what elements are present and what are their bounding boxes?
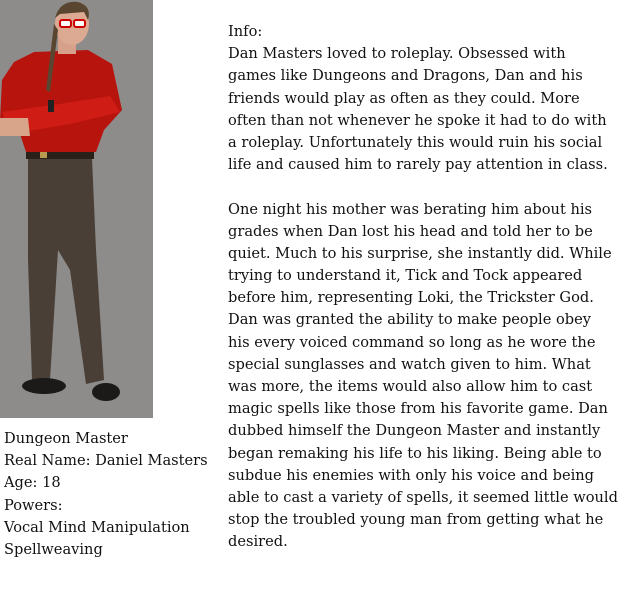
- bio-line: was more, the items would also allow him to cast: [228, 378, 593, 395]
- bio-paragraph-2: [228, 199, 618, 554]
- bio-line: desired.: [228, 533, 288, 551]
- bio-line: able to cast a variety of spells, it seemed little would: [228, 488, 618, 506]
- bio-heading: Info:: [228, 23, 263, 40]
- power-item: Vocal Mind Manipulation: [4, 518, 190, 536]
- bio-text: [228, 21, 618, 554]
- bio-line: quiet. Much to his surprise, she instantly did. While: [228, 244, 612, 262]
- character-alias: Dungeon Master: [4, 430, 128, 447]
- bio-line: subdue his enemies with only his voice and being: [228, 466, 594, 484]
- powers-label: Powers:: [4, 496, 63, 514]
- character-age: Age: 18: [4, 474, 61, 492]
- bio-line: friends would play as often as they could. More: [228, 89, 580, 107]
- bio-line: Dan Masters loved to roleplay. Obsessed with: [228, 45, 566, 63]
- bio-line: a roleplay. Unfortunately this would ruin his social: [228, 133, 603, 151]
- bio-line: life and caused him to rarely pay attention in class.: [228, 156, 608, 174]
- character-portrait: [0, 0, 153, 418]
- bio-line: before him, representing Loki, the Trickster God.: [228, 289, 594, 307]
- bio-line: One night his mother was berating him about his: [228, 200, 593, 218]
- bio-line: Dan was granted the ability to make people obey: [228, 311, 591, 329]
- character-real-name: Real Name: Daniel Masters: [4, 452, 208, 470]
- bio-line: began remaking his life to his liking. Being able to: [228, 444, 602, 462]
- bio-line: dubbed himself the Dungeon Master and instantly: [228, 422, 601, 440]
- character-stats: [4, 428, 208, 561]
- bio-paragraph-1: [228, 43, 618, 176]
- bio-line: often than not whenever he spoke it had to do with: [228, 111, 607, 129]
- character-figure-illustration: [0, 0, 153, 418]
- bio-line: trying to understand it, Tick and Tock appeared: [228, 267, 583, 285]
- bio-line: special sunglasses and watch given to him. What: [228, 355, 591, 373]
- bio-line: his every voiced command so long as he wore the: [228, 333, 596, 351]
- bio-line: grades when Dan lost his head and told her to be: [228, 222, 593, 240]
- power-item: Spellweaving: [4, 540, 103, 558]
- bio-line: magic spells like those from his favorite game. Dan: [228, 400, 608, 418]
- bio-line: games like Dungeons and Dragons, Dan and his: [228, 67, 583, 85]
- bio-line: stop the troubled young man from getting what he: [228, 511, 604, 529]
